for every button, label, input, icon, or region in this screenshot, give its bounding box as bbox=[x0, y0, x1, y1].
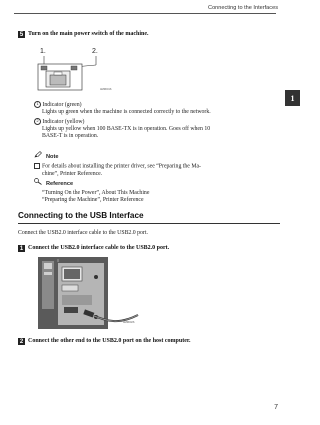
item-description: Lights up green when the machine is connected correctly to the network. bbox=[42, 109, 211, 116]
usb-connection-figure bbox=[38, 257, 143, 332]
reference-key-icon bbox=[34, 178, 42, 185]
note-text-line-1: For details about installing the printer driver, see “Preparing the Ma- bbox=[42, 163, 201, 170]
figure-callout-2: 2. bbox=[92, 48, 98, 55]
indicator-yellow-item bbox=[34, 118, 279, 140]
pencil-icon bbox=[34, 151, 42, 158]
network-port-figure bbox=[36, 48, 116, 96]
reference-block bbox=[34, 172, 279, 204]
note-label: Note bbox=[46, 154, 59, 160]
item-marker: 1 bbox=[34, 101, 41, 108]
step-number: 5 bbox=[19, 31, 24, 38]
section-rule bbox=[18, 223, 280, 224]
running-header: Connecting to the Interfaces bbox=[208, 5, 278, 11]
note-text-line-2: chine”, Printer Reference. bbox=[42, 170, 103, 177]
reference-line-1: “Turning On the Power”, About This Machine bbox=[42, 190, 150, 196]
item-title: Indicator (yellow) bbox=[42, 118, 85, 125]
chapter-tab: 1 bbox=[285, 90, 300, 106]
step-instruction: Connect the USB2.0 interface cable to the USB2.0 port. bbox=[28, 245, 170, 251]
item-marker: 2 bbox=[34, 118, 41, 125]
figure-callout-1: 1. bbox=[40, 48, 46, 55]
page-number: 7 bbox=[274, 404, 278, 411]
item-description-line-2: BASE-T is in operation. bbox=[42, 133, 99, 140]
step-number: 2 bbox=[19, 338, 24, 345]
reference-label: Reference bbox=[46, 181, 74, 187]
step-number: 1 bbox=[19, 245, 24, 252]
figure-code: AMR002S bbox=[123, 321, 135, 324]
section-intro: Connect the USB2.0 interface cable to the USB2.0 port. bbox=[18, 230, 148, 236]
checkbox-icon bbox=[34, 163, 40, 169]
item-description-line-1: Lights up yellow when 100 BASE-TX is in operation. Goes off when 10 bbox=[42, 126, 211, 133]
item-title: Indicator (green) bbox=[42, 101, 82, 108]
header-rule bbox=[14, 13, 276, 14]
indicator-green-item bbox=[34, 101, 279, 116]
figure-code: AMR001S bbox=[100, 88, 112, 91]
reference-line-2: “Preparing the Machine”, Printer Reference bbox=[42, 197, 144, 204]
step-instruction: Turn on the main power switch of the machine. bbox=[28, 31, 149, 37]
section-title: Connecting to the USB Interface bbox=[18, 211, 144, 220]
step-instruction: Connect the other end to the USB2.0 port on the host computer. bbox=[28, 338, 191, 344]
